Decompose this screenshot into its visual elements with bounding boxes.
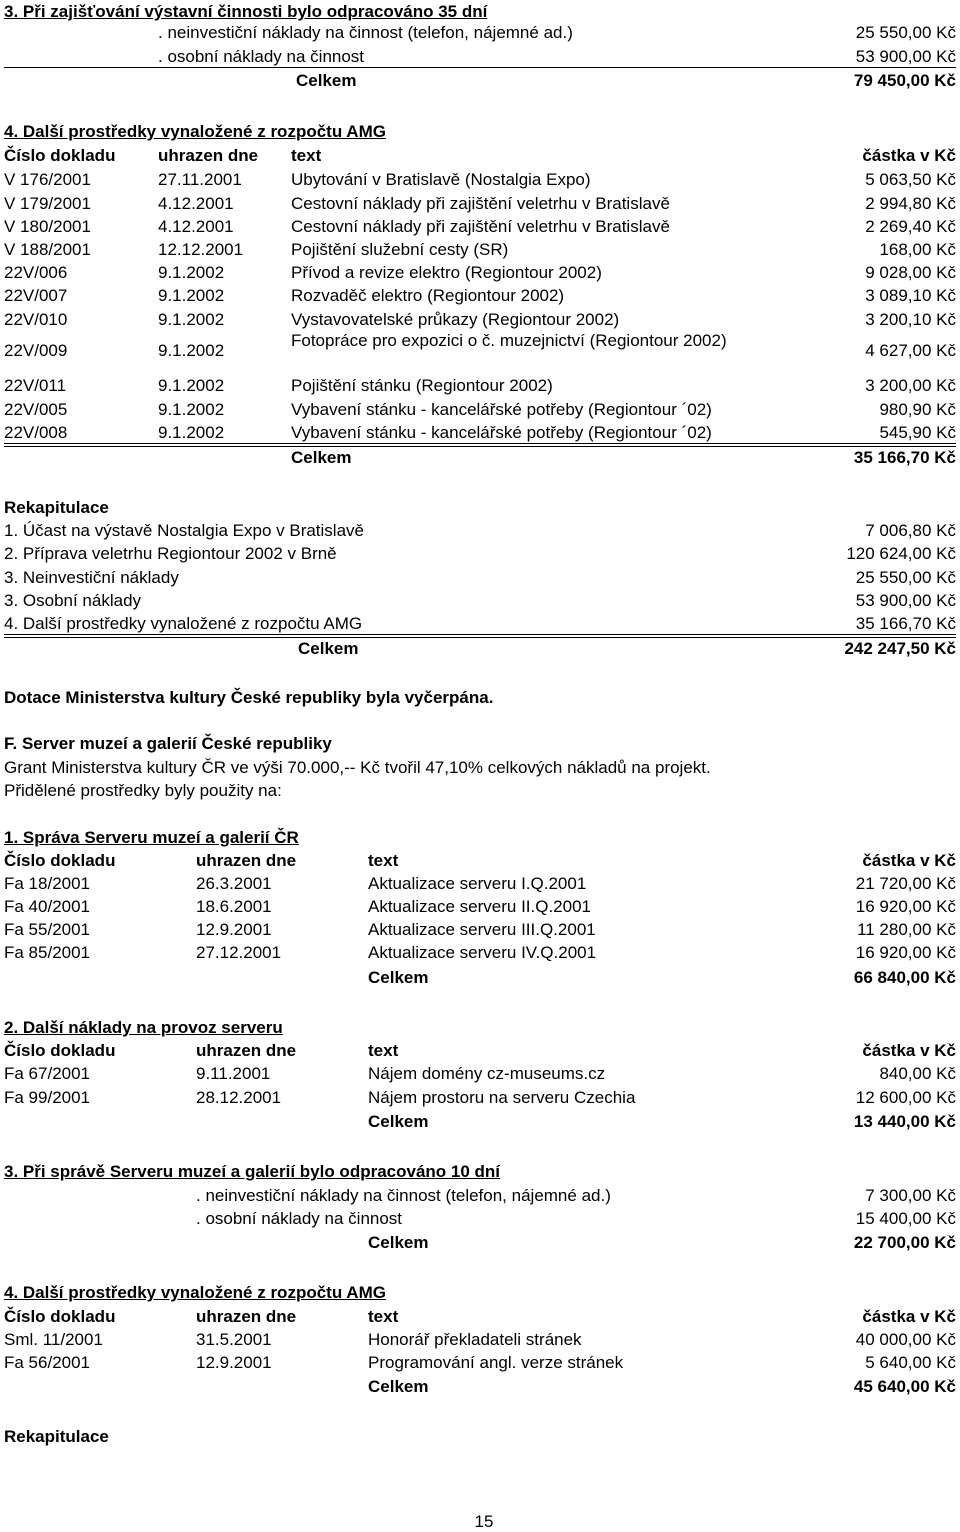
cell-text: Cestovní náklady při zajištění veletrhu v Bratislavě (291, 194, 670, 213)
cell-text: Vybavení stánku - kancelářské potřeby (Regiontour ´02) (291, 423, 712, 442)
cell-doc: Fa 85/2001 (4, 943, 91, 962)
s3-total-row (4, 69, 956, 93)
cell-amount: 545,90 Kč (879, 423, 956, 442)
table-row (4, 192, 956, 216)
cell-text: Nájem prostoru na serveru Czechia (368, 1088, 636, 1107)
cell-text: Rozvaděč elektro (Regiontour 2002) (291, 286, 565, 305)
cell-text: Pojištění stánku (Regiontour 2002) (291, 376, 553, 395)
cell-doc: V 180/2001 (4, 217, 91, 236)
cell-date: 4.12.2001 (158, 217, 234, 236)
s4-total-row (4, 446, 956, 470)
f-heading: F. Server muzeí a galerií České republiky (4, 734, 332, 753)
cell-doc: 22V/008 (4, 423, 68, 442)
cell-text-wrapped: Fotopráce pro expozici o č. muzejnictví (Regiontour 2002) (291, 331, 727, 350)
s3-total-rule (4, 67, 956, 68)
cell-date: 9.1.2002 (158, 286, 225, 305)
s3-row-amount: 53 900,00 Kč (855, 47, 956, 66)
cell-text: Aktualizace serveru III.Q.2001 (368, 920, 596, 939)
cell-doc: Fa 67/2001 (4, 1064, 91, 1083)
cell-date: 27.11.2001 (158, 170, 242, 189)
cell-date: 9.1.2002 (158, 400, 225, 419)
dotace-text: Dotace Ministerstva kultury České republiky byla vyčerpána. (4, 688, 494, 707)
f3-row (4, 1207, 956, 1231)
col-header-text: text (368, 851, 399, 870)
recap-row-text: 2. Příprava veletrhu Regiontour 2002 v Brně (4, 544, 337, 563)
f3-row-amount: 15 400,00 Kč (855, 1209, 956, 1228)
table-row (4, 1086, 956, 1110)
cell-date: 9.1.2002 (158, 376, 225, 395)
col-header-date: uhrazen dne (196, 1307, 297, 1326)
cell-doc: 22V/005 (4, 400, 68, 419)
f3-row (4, 1184, 956, 1208)
col-header-date: uhrazen dne (196, 1041, 297, 1060)
cell-date: 9.1.2002 (158, 310, 225, 329)
f3-heading: 3. Při správě Serveru muzeí a galerií bylo odpracováno 10 dní (4, 1162, 501, 1181)
cell-date: 9.1.2002 (158, 423, 225, 442)
cell-amount: 3 200,10 Kč (865, 310, 956, 329)
cell-doc: 22V/010 (4, 310, 68, 329)
cell-doc: Fa 99/2001 (4, 1088, 91, 1107)
cell-date: 4.12.2001 (158, 194, 234, 213)
f3-heading-line (4, 1160, 956, 1184)
cell-doc: Sml. 11/2001 (4, 1330, 103, 1349)
cell-date: 28.12.2001 (196, 1088, 282, 1107)
f2-total-row (4, 1110, 956, 1134)
table-row (4, 1328, 956, 1352)
recap-row-amount: 7 006,80 Kč (865, 521, 956, 540)
col-header-doc: Číslo dokladu (4, 1307, 116, 1326)
cell-doc: Fa 56/2001 (4, 1353, 91, 1372)
table-row (4, 238, 956, 262)
f1-total-amount: 66 840,00 Kč (853, 968, 956, 987)
cell-amount: 168,00 Kč (879, 240, 956, 259)
col-header-text: text (291, 146, 322, 165)
f-line2 (4, 779, 956, 803)
cell-text: Aktualizace serveru I.Q.2001 (368, 874, 587, 893)
cell-doc: Fa 18/2001 (4, 874, 91, 893)
table-row (4, 215, 956, 239)
cell-amount: 2 269,40 Kč (865, 217, 956, 236)
table-row (4, 398, 956, 422)
f1-header-row (4, 849, 956, 873)
recap2-heading-line (4, 1425, 956, 1449)
cell-amount: 12 600,00 Kč (855, 1088, 956, 1107)
s3-row (4, 45, 956, 69)
cell-text: Pojištění služební cesty (SR) (291, 240, 509, 259)
cell-date: 12.9.2001 (196, 920, 272, 939)
f4-heading: 4. Další prostředky vynaložené z rozpočtu AMG (4, 1283, 386, 1302)
cell-date: 27.12.2001 (196, 943, 282, 962)
cell-amount: 3 089,10 Kč (865, 286, 956, 305)
f4-header-row (4, 1305, 956, 1329)
recap-row (4, 612, 956, 636)
cell-text: Honorář překladateli stránek (368, 1330, 582, 1349)
cell-doc: 22V/011 (4, 376, 67, 395)
col-header-amount: částka v Kč (862, 1041, 956, 1060)
table-row (4, 1062, 956, 1086)
cell-amount: 4 627,00 Kč (865, 341, 956, 360)
table-row (4, 1351, 956, 1375)
f4-total-row (4, 1375, 956, 1399)
s3-row (4, 21, 956, 45)
cell-doc: 22V/006 (4, 263, 68, 282)
cell-date: 9.1.2002 (158, 341, 225, 360)
recap-row-text: 3. Neinvestiční náklady (4, 568, 179, 587)
table-row (4, 284, 956, 308)
recap-row-amount: 25 550,00 Kč (855, 568, 956, 587)
page-number: 15 (474, 1512, 494, 1531)
f4-total-amount: 45 640,00 Kč (853, 1377, 956, 1396)
col-header-text: text (368, 1307, 399, 1326)
f3-row-text: . neinvestiční náklady na činnost (telefon, nájemné ad.) (196, 1186, 611, 1205)
cell-date: 12.9.2001 (196, 1353, 272, 1372)
cell-amount: 840,00 Kč (879, 1064, 956, 1083)
recap-row-amount: 120 624,00 Kč (846, 544, 956, 563)
f2-total-label: Celkem (368, 1112, 429, 1131)
s3-total-label: Celkem (296, 71, 357, 90)
f1-total-label: Celkem (368, 968, 429, 987)
recap1-heading: Rekapitulace (4, 498, 109, 517)
f-heading-line (4, 732, 956, 756)
recap1-total-amount: 242 247,50 Kč (844, 639, 956, 658)
cell-text: Přívod a revize elektro (Regiontour 2002) (291, 263, 602, 282)
recap2-heading: Rekapitulace (4, 1427, 109, 1446)
col-header-date: uhrazen dne (158, 146, 259, 165)
f3-total-amount: 22 700,00 Kč (853, 1233, 956, 1252)
recap-row-text: 4. Další prostředky vynaložené z rozpočtu AMG (4, 614, 363, 633)
cell-date: 12.12.2001 (158, 240, 244, 259)
recap-row (4, 589, 956, 613)
cell-date: 18.6.2001 (196, 897, 272, 916)
col-header-doc: Číslo dokladu (4, 146, 116, 165)
cell-amount: 16 920,00 Kč (855, 943, 956, 962)
cell-doc: 22V/009 (4, 341, 68, 360)
cell-amount: 40 000,00 Kč (855, 1330, 956, 1349)
cell-text: Cestovní náklady při zajištění veletrhu v Bratislavě (291, 217, 670, 236)
col-header-amount: částka v Kč (862, 146, 956, 165)
recap1-total-label: Celkem (298, 639, 359, 658)
s4-total-label: Celkem (291, 448, 352, 467)
recap-row (4, 566, 956, 590)
recap1-heading-line (4, 496, 956, 520)
table-row (4, 918, 956, 942)
table-row (4, 308, 956, 332)
f3-row-amount: 7 300,00 Kč (865, 1186, 956, 1205)
col-header-amount: částka v Kč (862, 1307, 956, 1326)
table-row (4, 421, 956, 445)
col-header-doc: Číslo dokladu (4, 1041, 116, 1060)
recap1-total-row (4, 637, 956, 661)
s4-total-amount: 35 166,70 Kč (853, 448, 956, 467)
cell-text: Aktualizace serveru IV.Q.2001 (368, 943, 597, 962)
s3-row-text: . neinvestiční náklady na činnost (telefon, nájemné ad.) (158, 23, 573, 42)
f1-heading-line (4, 826, 956, 850)
cell-amount: 3 200,00 Kč (865, 376, 956, 395)
cell-text: Nájem domény cz-museums.cz (368, 1064, 606, 1083)
recap-row-text: 1. Účast na výstavě Nostalgia Expo v Bratislavě (4, 521, 364, 540)
cell-amount: 9 028,00 Kč (865, 263, 956, 282)
cell-doc: V 179/2001 (4, 194, 91, 213)
cell-doc: Fa 40/2001 (4, 897, 91, 916)
recap-row-amount: 53 900,00 Kč (855, 591, 956, 610)
table-row (4, 261, 956, 285)
s3-heading: 3. Při zajišťování výstavní činnosti bylo odpracováno 35 dní (4, 2, 488, 21)
f-grant-text: Grant Ministerstva kultury ČR ve výši 70.000,-- Kč tvořil 47,10% celkových nákladů na projekt. (4, 758, 711, 777)
cell-doc: Fa 55/2001 (4, 920, 91, 939)
cell-doc: 22V/007 (4, 286, 68, 305)
table-row (4, 895, 956, 919)
table-row (4, 872, 956, 896)
s4-heading-line (4, 120, 956, 144)
f2-heading: 2. Další náklady na provoz serveru (4, 1018, 283, 1037)
cell-amount: 980,90 Kč (879, 400, 956, 419)
cell-text: Aktualizace serveru II.Q.2001 (368, 897, 592, 916)
f2-header-row (4, 1039, 956, 1063)
table-row (4, 374, 956, 398)
f2-heading-line (4, 1016, 956, 1040)
f-usage-text: Přidělené prostředky byly použity na: (4, 781, 282, 800)
f1-total-row (4, 966, 956, 990)
cell-date: 9.11.2001 (196, 1064, 271, 1083)
cell-date: 31.5.2001 (196, 1330, 272, 1349)
cell-text: Vystavovatelské průkazy (Regiontour 2002) (291, 310, 620, 329)
cell-amount: 5 063,50 Kč (865, 170, 956, 189)
cell-amount: 11 280,00 Kč (857, 920, 956, 939)
cell-amount: 16 920,00 Kč (855, 897, 956, 916)
cell-doc: V 176/2001 (4, 170, 91, 189)
cell-amount: 21 720,00 Kč (855, 874, 956, 893)
f4-heading-line (4, 1281, 956, 1305)
cell-amount: 2 994,80 Kč (865, 194, 956, 213)
cell-text: Programování angl. verze stránek (368, 1353, 624, 1372)
recap-row-amount: 35 166,70 Kč (855, 614, 956, 633)
col-header-text: text (368, 1041, 399, 1060)
cell-doc: V 188/2001 (4, 240, 91, 259)
f3-total-row (4, 1231, 956, 1255)
s3-total-amount: 79 450,00 Kč (853, 71, 956, 90)
cell-amount: 5 640,00 Kč (865, 1353, 956, 1372)
s3-row-text: . osobní náklady na činnost (158, 47, 365, 66)
recap-row (4, 519, 956, 543)
cell-date: 26.3.2001 (196, 874, 272, 893)
cell-date: 9.1.2002 (158, 263, 225, 282)
s4-header-row (4, 144, 956, 168)
col-header-amount: částka v Kč (862, 851, 956, 870)
table-row (4, 941, 956, 965)
cell-text: Ubytování v Bratislavě (Nostalgia Expo) (291, 170, 591, 189)
s3-row-amount: 25 550,00 Kč (855, 23, 956, 42)
f3-total-label: Celkem (368, 1233, 429, 1252)
f3-row-text: . osobní náklady na činnost (196, 1209, 403, 1228)
f4-total-label: Celkem (368, 1377, 429, 1396)
f-line1 (4, 756, 956, 780)
table-row (4, 168, 956, 192)
col-header-doc: Číslo dokladu (4, 851, 116, 870)
s4-heading: 4. Další prostředky vynaložené z rozpočtu AMG (4, 122, 386, 141)
col-header-date: uhrazen dne (196, 851, 297, 870)
f1-heading: 1. Správa Serveru muzeí a galerií ČR (4, 828, 299, 847)
cell-text: Vybavení stánku - kancelářské potřeby (Regiontour ´02) (291, 400, 712, 419)
recap-row (4, 542, 956, 566)
dotace-line (4, 686, 956, 710)
f2-total-amount: 13 440,00 Kč (853, 1112, 956, 1131)
recap-row-text: 3. Osobní náklady (4, 591, 142, 610)
